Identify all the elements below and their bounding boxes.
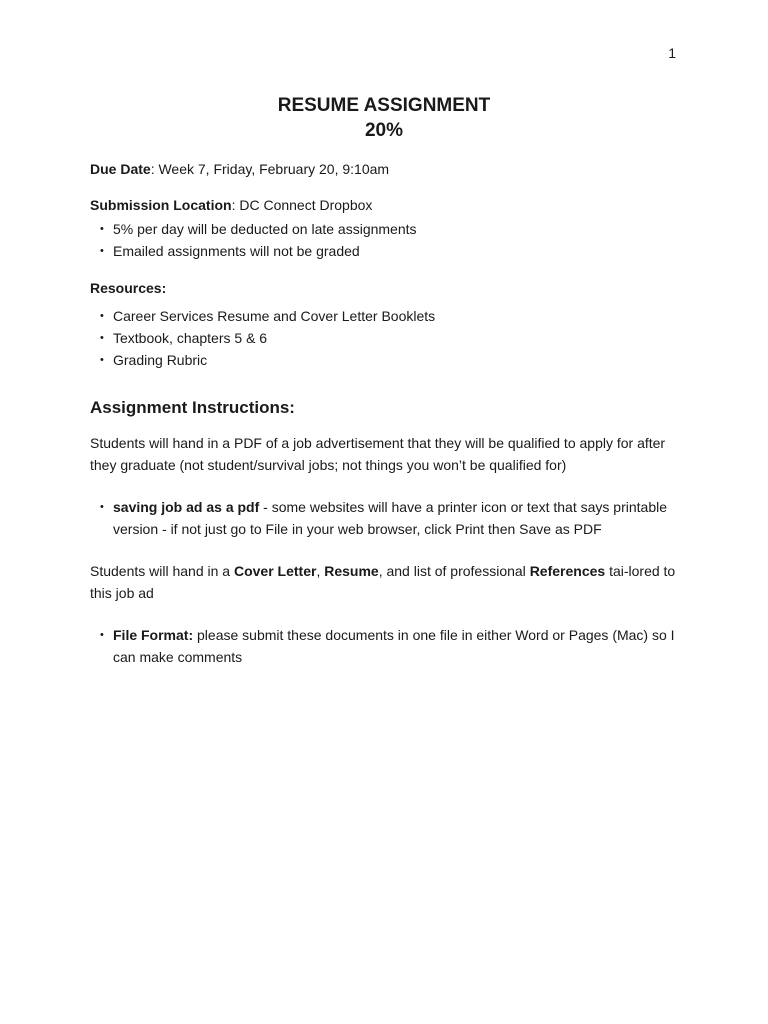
list-item	[90, 240, 680, 262]
title-line-1: RESUME ASSIGNMENT	[277, 95, 491, 116]
bullet-icon: •	[100, 629, 104, 641]
bullet-body-text: - some websites will have a printer icon or text that says printable version - if not just go to File in your web browser, click Print then Save as PDF	[113, 499, 668, 537]
instructions-paragraph-2	[90, 560, 680, 604]
page-number: 1	[668, 45, 676, 61]
list-item	[90, 327, 680, 349]
resources-label: Resources:	[90, 280, 167, 296]
list-item	[90, 305, 680, 327]
bullet-icon: •	[100, 354, 104, 366]
document-body	[90, 158, 680, 668]
list-item-text: Grading Rubric	[113, 352, 208, 368]
bullet-icon: •	[100, 501, 104, 513]
bullet-icon: •	[100, 310, 104, 322]
bullet-bold-text: saving job ad as a pdf	[113, 499, 260, 515]
file-format-bullets	[90, 624, 680, 668]
paragraph-bold-text: Cover Letter	[233, 563, 317, 579]
list-item-text: 5% per day will be deducted on late assignments	[113, 221, 417, 237]
bullet-bold-text: File Format:	[113, 627, 194, 643]
pdf-instructions-bullets	[90, 496, 680, 540]
paragraph-text: ,	[316, 563, 325, 579]
list-item	[90, 624, 680, 668]
list-item-text: Emailed assignments will not be graded	[113, 243, 360, 259]
bullet-icon: •	[100, 332, 104, 344]
bullet-icon: •	[100, 245, 104, 257]
resources-bullets	[90, 305, 680, 371]
instructions-paragraph-1: Students will hand in a PDF of a job advertisement that they will be qualified to apply for after they graduate (not student/survival jobs; not things you won’t be qualified for)	[90, 435, 666, 473]
submission-line	[90, 194, 680, 216]
due-date-line	[90, 158, 680, 180]
submission-value: : DC Connect Dropbox	[231, 197, 373, 213]
title-line-2: 20%	[364, 120, 404, 141]
paragraph-bold-text: Resume	[324, 563, 379, 579]
paragraph-text: Students will hand in a	[90, 563, 234, 579]
document-title	[0, 93, 768, 143]
instructions-heading: Assignment Instructions:	[90, 398, 295, 417]
submission-bullets	[90, 218, 680, 262]
list-item	[90, 496, 680, 540]
list-item	[90, 218, 680, 240]
bullet-body-text: please submit these documents in one file in either Word or Pages (Mac) so I can make comments	[113, 627, 675, 665]
submission-label: Submission Location	[90, 197, 232, 213]
list-item	[90, 349, 680, 371]
paragraph-text: , and list of professional	[378, 563, 530, 579]
due-date-label: Due Date	[90, 161, 151, 177]
bullet-icon: •	[100, 223, 104, 235]
paragraph-bold-text: References	[529, 563, 606, 579]
paragraph-text: tai-lored to this job ad	[90, 563, 676, 601]
list-item-text: Career Services Resume and Cover Letter Booklets	[113, 308, 436, 324]
list-item-text: Textbook, chapters 5 & 6	[113, 330, 268, 346]
due-date-value: : Week 7, Friday, February 20, 9:10am	[150, 161, 390, 177]
